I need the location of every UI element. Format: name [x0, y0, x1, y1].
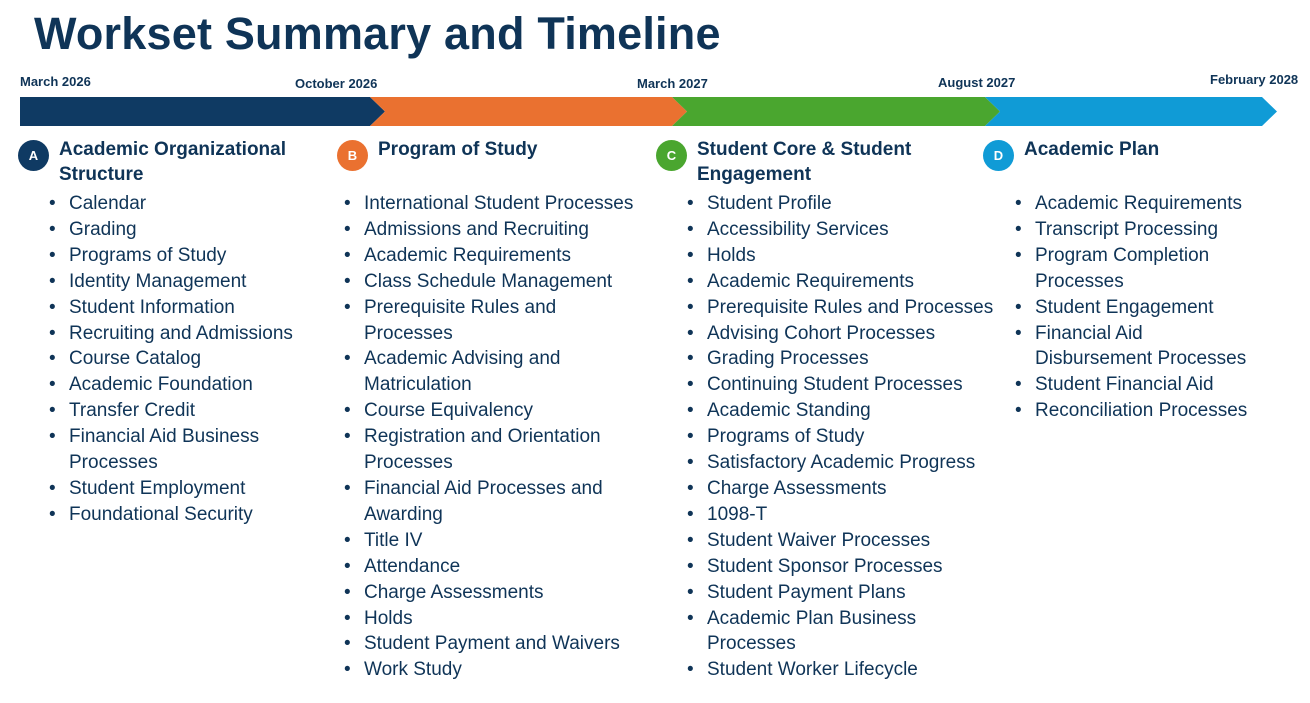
list-item: • Admissions and Recruiting: [344, 217, 644, 243]
list-item: • Attendance: [344, 554, 644, 580]
list-item: • Student Waiver Processes: [687, 528, 1007, 554]
list-item: • Student Profile: [687, 191, 1007, 217]
phase-d-list: [1015, 191, 1250, 424]
list-item: • Student Payment and Waivers: [344, 631, 644, 657]
list-item: • Accessibility Services: [687, 217, 1007, 243]
list-item: • Title IV: [344, 528, 644, 554]
list-item: • Academic Advising and Matriculation: [344, 346, 644, 398]
timeline-segment-b: [370, 97, 687, 126]
list-item: • 1098-T: [687, 502, 1007, 528]
phase-b-list: [344, 191, 644, 683]
phase-b-title: Program of Study: [378, 139, 538, 160]
list-item: • Academic Requirements: [687, 269, 1007, 295]
list-item: • Student Information: [49, 295, 319, 321]
list-item: • Financial Aid Business Processes: [49, 424, 319, 476]
list-item: • Advising Cohort Processes: [687, 321, 1007, 347]
list-item: • Grading: [49, 217, 319, 243]
list-item: • Student Sponsor Processes: [687, 554, 1007, 580]
list-item: • Holds: [687, 243, 1007, 269]
list-item: • Charge Assessments: [344, 580, 644, 606]
list-item: • International Student Processes: [344, 191, 644, 217]
timeline-segment-c: [672, 97, 1000, 126]
phase-c-header: [656, 137, 976, 187]
list-item: • Student Employment: [49, 476, 319, 502]
list-item: • Holds: [344, 606, 644, 632]
list-item: • Continuing Student Processes: [687, 372, 1007, 398]
page-title: Workset Summary and Timeline: [34, 8, 721, 59]
timeline-date-5: February 2028: [1210, 72, 1299, 87]
phase-c: [656, 137, 994, 681]
list-item: • Course Equivalency: [344, 398, 644, 424]
phase-b-header: [337, 137, 657, 162]
phase-d-header: [983, 137, 1303, 162]
list-item: • Transfer Credit: [49, 398, 319, 424]
phase-d-badge: D: [983, 140, 1014, 171]
list-item: • Foundational Security: [49, 502, 319, 528]
timeline-segment-a: [20, 97, 385, 126]
phase-a-header: [18, 137, 338, 187]
list-item: • Academic Plan Business Processes: [687, 606, 1007, 658]
list-item: • Financial Aid Disbursement Processes: [1015, 321, 1250, 373]
list-item: • Academic Requirements: [1015, 191, 1250, 217]
list-item: • Charge Assessments: [687, 476, 1007, 502]
timeline-date-2: October 2026: [295, 76, 378, 91]
phase-a: [18, 137, 338, 525]
list-item: • Programs of Study: [49, 243, 319, 269]
timeline-date-4: August 2027: [938, 75, 1016, 90]
list-item: • Financial Aid Processes and Awarding: [344, 476, 644, 528]
phase-a-title: Academic Organizational Structure: [59, 139, 287, 185]
phase-d-title: Academic Plan: [1024, 139, 1160, 160]
list-item: • Academic Standing: [687, 398, 1007, 424]
list-item: • Work Study: [344, 657, 644, 683]
list-item: • Class Schedule Management: [344, 269, 644, 295]
list-item: • Prerequisite Rules and Processes: [687, 295, 1007, 321]
list-item: • Calendar: [49, 191, 319, 217]
list-item: • Academic Foundation: [49, 372, 319, 398]
timeline-date-3: March 2027: [637, 76, 708, 91]
list-item: • Programs of Study: [687, 424, 1007, 450]
phase-a-badge: A: [18, 140, 49, 171]
phase-c-list: [687, 191, 1007, 683]
list-item: • Academic Requirements: [344, 243, 644, 269]
list-item: • Recruiting and Admissions: [49, 321, 319, 347]
phase-a-list: [49, 191, 319, 528]
list-item: • Satisfactory Academic Progress: [687, 450, 1007, 476]
phase-c-badge: C: [656, 140, 687, 171]
list-item: • Course Catalog: [49, 346, 319, 372]
timeline-arrow: [0, 0, 1310, 140]
phase-b: [337, 137, 657, 681]
list-item: • Transcript Processing: [1015, 217, 1250, 243]
list-item: • Student Worker Lifecycle: [687, 657, 1007, 683]
timeline-segment-d: [985, 97, 1277, 126]
list-item: • Program Completion Processes: [1015, 243, 1250, 295]
phase-d: [983, 137, 1303, 422]
list-item: • Grading Processes: [687, 346, 1007, 372]
list-item: • Registration and Orientation Processes: [344, 424, 644, 476]
list-item: • Student Payment Plans: [687, 580, 1007, 606]
list-item: • Student Financial Aid: [1015, 372, 1250, 398]
phase-c-title: Student Core & Student Engagement: [697, 139, 912, 185]
timeline-date-1: March 2026: [20, 74, 91, 89]
list-item: • Prerequisite Rules and Processes: [344, 295, 644, 347]
list-item: • Reconciliation Processes: [1015, 398, 1250, 424]
list-item: • Student Engagement: [1015, 295, 1250, 321]
phase-b-badge: B: [337, 140, 368, 171]
list-item: • Identity Management: [49, 269, 319, 295]
